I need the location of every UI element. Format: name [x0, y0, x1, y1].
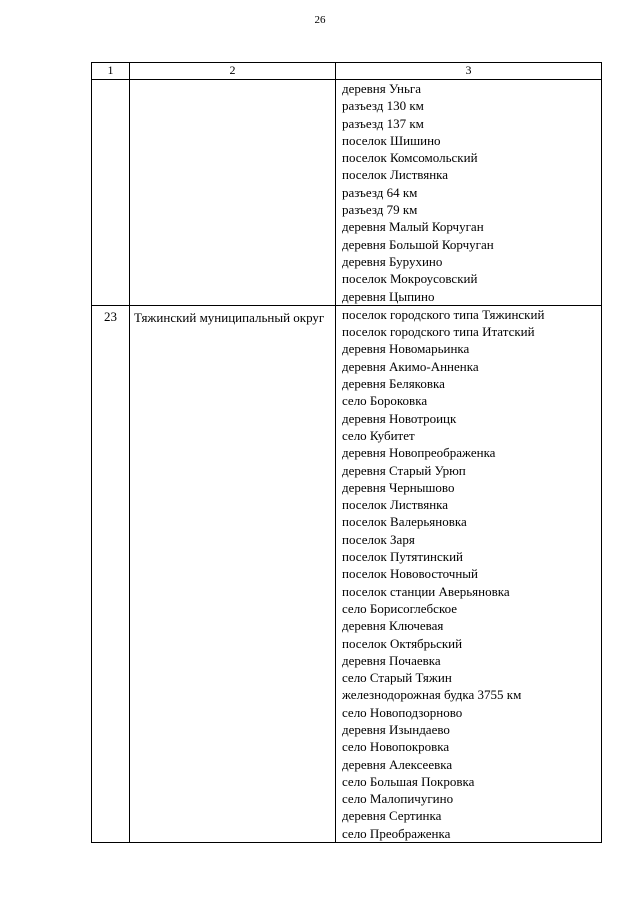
settlement-item: поселок городского типа Тяжинский	[342, 306, 545, 322]
settlement-item: село Новоподзорново	[342, 704, 463, 720]
settlement-item: село Новопокровка	[342, 739, 450, 755]
settlements-list	[336, 80, 602, 306]
header-col-2: 2	[130, 63, 336, 80]
settlement-item: деревня Чернышово	[342, 479, 455, 495]
settlement-item: село Бороковка	[342, 393, 428, 409]
settlement-item: село Борисоглебское	[342, 600, 458, 616]
settlement-item: поселок Листвянка	[342, 167, 449, 183]
settlement-item: поселок Путятинский	[342, 549, 464, 565]
settlement-item: поселок Заря	[342, 531, 415, 547]
table-row	[92, 305, 602, 842]
settlement-item: разъезд 137 км	[342, 115, 424, 131]
settlement-item: село Преображенка	[342, 825, 451, 841]
settlement-item: деревня Акимо-Анненка	[342, 358, 479, 374]
settlement-item: село Малопичугино	[342, 791, 454, 807]
settlement-item: деревня Беляковка	[342, 376, 445, 392]
settlement-item: поселок станции Аверьяновка	[342, 583, 510, 599]
table-header-row	[92, 63, 602, 80]
settlement-item: поселок Шишино	[342, 132, 441, 148]
settlement-item: разъезд 130 км	[342, 98, 424, 114]
municipality-name	[130, 80, 336, 306]
settlement-item: разъезд 79 км	[342, 202, 418, 218]
settlement-item: деревня Изындаево	[342, 721, 450, 737]
settlement-item: село Большая Покровка	[342, 773, 475, 789]
municipality-name: Тяжинский муниципальный округ	[130, 305, 336, 842]
settlement-item: село Старый Тяжин	[342, 670, 452, 686]
settlement-item: поселок Листвянка	[342, 497, 449, 513]
settlement-item: поселок городского типа Итатский	[342, 324, 535, 340]
table-row	[92, 80, 602, 306]
settlement-item: деревня Малый Корчуган	[342, 219, 484, 235]
settlements-list	[336, 305, 602, 842]
page-number: 26	[314, 14, 326, 26]
settlement-item: деревня Бурухино	[342, 253, 443, 269]
settlement-item: село Кубитет	[342, 427, 415, 443]
settlement-item: поселок Октябрьский	[342, 635, 463, 651]
settlement-item: деревня Новопреображенка	[342, 445, 496, 461]
settlement-item: разъезд 64 км	[342, 184, 418, 200]
header-col-1: 1	[92, 63, 130, 80]
settlement-item: поселок Нововосточный	[342, 566, 478, 582]
settlement-item: деревня Ключевая	[342, 618, 444, 634]
settlement-item: деревня Цыпино	[342, 288, 435, 304]
settlement-item: деревня Новотроицк	[342, 410, 457, 426]
settlement-item: деревня Большой Корчуган	[342, 236, 494, 252]
row-number	[92, 80, 130, 306]
settlement-item: деревня Почаевка	[342, 652, 441, 668]
settlement-item: деревня Старый Урюп	[342, 462, 466, 478]
settlement-item: деревня Сертинка	[342, 808, 442, 824]
settlements-table	[91, 62, 602, 843]
settlement-item: поселок Валерьяновка	[342, 514, 467, 530]
settlement-item: поселок Мокроусовский	[342, 271, 478, 287]
settlement-item: деревня Новомарьинка	[342, 341, 470, 357]
row-number: 23	[92, 305, 130, 842]
settlement-item: железнодорожная будка 3755 км	[342, 687, 522, 703]
settlement-item: деревня Алексеевка	[342, 756, 453, 772]
header-col-3: 3	[336, 63, 602, 80]
settlement-item: деревня Уньга	[342, 81, 422, 96]
settlement-item: поселок Комсомольский	[342, 150, 478, 166]
